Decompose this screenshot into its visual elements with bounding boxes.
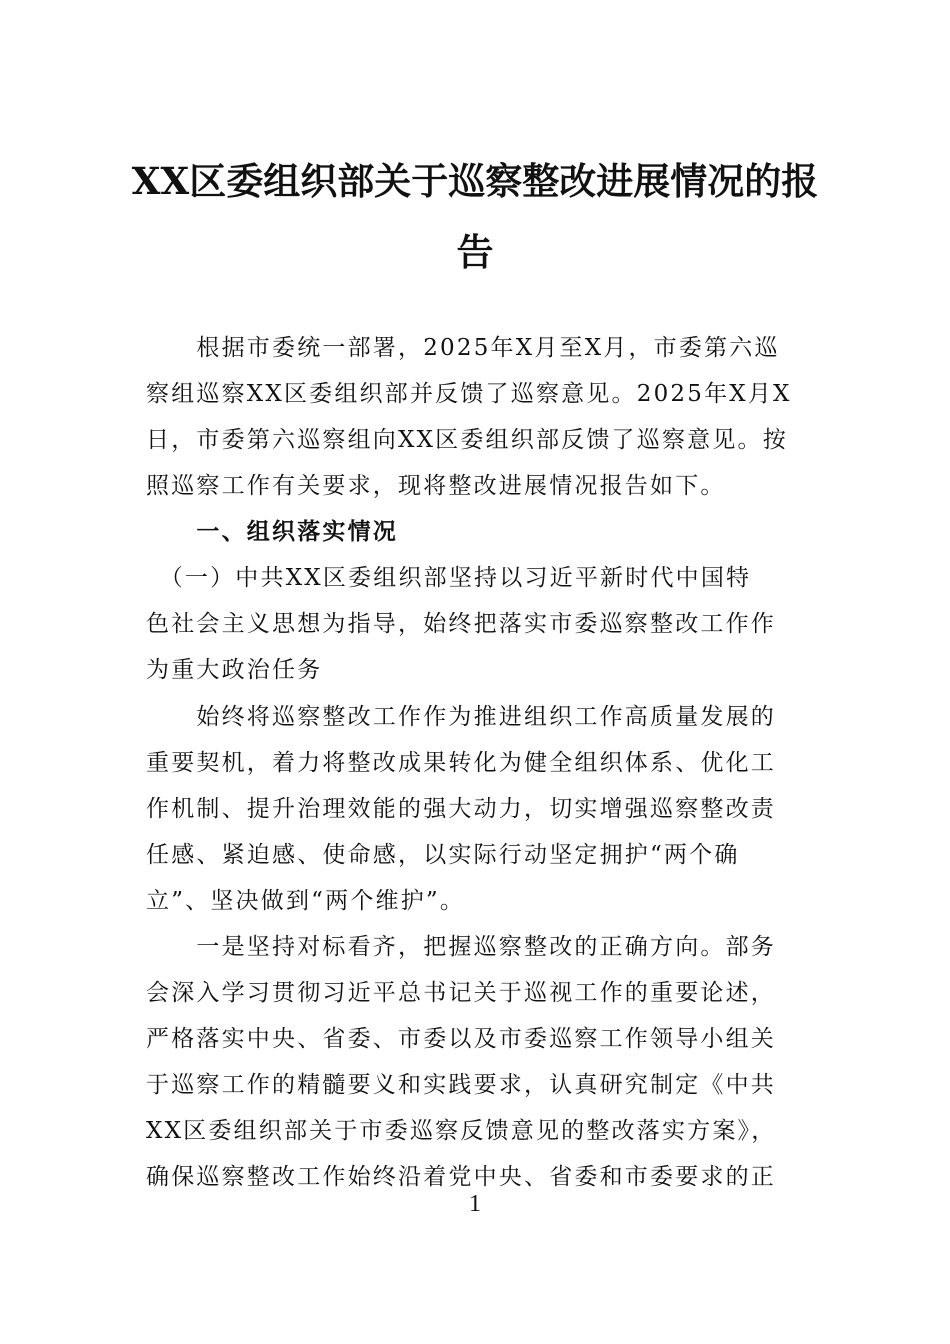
body-line: 察组巡察XX区委组织部并反馈了巡察意见。2025年X月X bbox=[146, 381, 792, 407]
body-line: 立”、坚决做到“两个维护”。 bbox=[146, 888, 466, 914]
body-line: 任感、紧迫感、使命感，以实际行动坚定拥护“两个确 bbox=[146, 842, 740, 868]
body-line: 日，市委第六巡察组向XX区委组织部反馈了巡察意见。按 bbox=[146, 427, 788, 453]
subsection-heading: （一）中共XX区委组织部坚持以习近平新时代中国特 bbox=[146, 565, 752, 591]
body-line: 会深入学习贯彻习近平总书记关于巡视工作的重要论述， bbox=[146, 980, 776, 1006]
body-line: 一是坚持对标看齐，把握巡察整改的正确方向。部务 bbox=[146, 934, 776, 960]
subsection-heading: 为重大政治任务 bbox=[146, 657, 323, 683]
body-line: 于巡察工作的精髓要义和实践要求，认真研究制定《中共 bbox=[146, 1072, 776, 1098]
document-title-line1: XX区委组织部关于巡察整改进展情况的报 bbox=[131, 159, 819, 203]
body-line: 照巡察工作有关要求，现将整改进展情况报告如下。 bbox=[146, 473, 726, 499]
document-title-line2: 告 bbox=[456, 230, 494, 274]
section-heading: 一、组织落实情况 bbox=[146, 519, 398, 545]
body-line: 重要契机，着力将整改成果转化为健全组织体系、优化工 bbox=[146, 750, 776, 776]
body-line: 严格落实中央、省委、市委以及市委巡察工作领导小组关 bbox=[146, 1026, 776, 1052]
subsection-heading: 色社会主义思想为指导，始终把落实市委巡察整改工作作 bbox=[146, 611, 776, 637]
body-line: 作机制、提升治理效能的强大动力，切实增强巡察整改责 bbox=[146, 796, 776, 822]
body-line: 根据市委统一部署，2025年X月至X月，市委第六巡 bbox=[146, 335, 780, 361]
body-line: 始终将巡察整改工作作为推进组织工作高质量发展的 bbox=[146, 704, 776, 730]
body-line: XX区委组织部关于市委巡察反馈意见的整改落实方案》， bbox=[146, 1118, 777, 1144]
page-number: 1 bbox=[469, 1191, 481, 1217]
body-line: 确保巡察整改工作始终沿着党中央、省委和市委要求的正 bbox=[146, 1164, 776, 1190]
